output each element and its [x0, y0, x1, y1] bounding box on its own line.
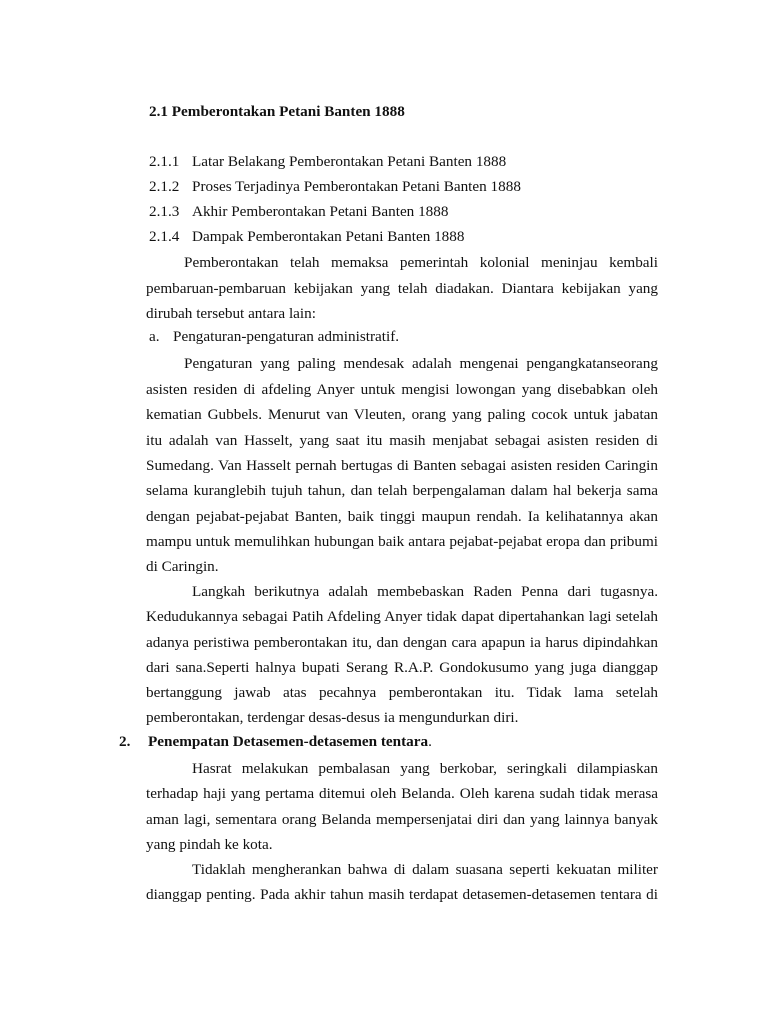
paragraph-line: dianggap penting. Pada akhir tahun masih terdapat detasemen-detasemen tentara di — [146, 886, 658, 903]
list-item-2 — [119, 733, 432, 751]
toc-text: Akhir Pemberontakan Petani Banten 1888 — [192, 203, 449, 220]
paragraph-line: mampu untuk memulihkan hubungan baik antara pejabat-pejabat eropa dan pribumi — [146, 533, 658, 550]
toc-number: 2.1.1 — [149, 153, 180, 170]
list-marker: a. — [149, 328, 160, 345]
paragraph-line: itu adalah van Hasselt, yang saat itu masih menjabat sebagai asisten residen di — [146, 432, 658, 449]
list-title: Penempatan Detasemen-detasemen tentara — [148, 733, 429, 750]
paragraph-line: selama kuranglebih tujuh tahun, dan telah berpengalaman dalam hal bekerja sama — [146, 482, 658, 499]
toc-text: Latar Belakang Pemberontakan Petani Banten 1888 — [192, 153, 507, 170]
paragraph-line: terhadap haji yang pertama ditemui oleh Belanda. Oleh karena sudah tidak merasa — [146, 785, 658, 802]
toc-number: 2.1.2 — [149, 178, 180, 195]
toc-item — [149, 228, 464, 246]
paragraph-line: Sumedang. Van Hasselt pernah bertugas di Banten sebagai asisten residen Caringin — [146, 457, 658, 474]
toc-number: 2.1.3 — [149, 203, 180, 220]
toc-text: Proses Terjadinya Pemberontakan Petani Banten 1888 — [192, 178, 521, 195]
section-heading: 2.1 Pemberontakan Petani Banten 1888 — [149, 103, 405, 120]
paragraph-line: asisten residen di afdeling Anyer untuk mengisi lowongan yang disebabkan oleh — [146, 381, 658, 398]
list-marker: 2. — [119, 733, 131, 750]
list-item-a — [149, 328, 399, 346]
paragraph-line: dengan pejabat-pejabat Banten, baik tinggi maupun rendah. Ia kelihatannya akan — [146, 508, 658, 525]
toc-item — [149, 178, 521, 196]
toc-item — [149, 203, 448, 221]
paragraph-line: kematian Gubbels. Menurut van Vleuten, orang yang paling cocok untuk jabatan — [146, 406, 658, 423]
paragraph-line: dari sana.Seperti halnya bupati Serang R.A.P. Gondokusumo yang juga dianggap — [146, 659, 658, 676]
list-title-trail: . — [428, 733, 432, 750]
paragraph-line: adanya peristiwa pemberontakan itu, dan dengan cara apapun ia harus dipindahkan — [146, 634, 658, 651]
toc-item — [149, 153, 506, 171]
paragraph-line: Kedudukannya sebagai Patih Afdeling Anyer tidak dapat dipertahankan lagi setelah — [146, 608, 658, 625]
paragraph-line: pemberontakan, terdengar desas-desus ia mengundurkan diri. — [146, 709, 519, 726]
toc-number: 2.1.4 — [149, 228, 180, 245]
toc-text: Dampak Pemberontakan Petani Banten 1888 — [192, 228, 465, 245]
paragraph-line: pembaruan-pembaruan kebijakan yang telah diadakan. Diantara kebijakan yang — [146, 280, 658, 297]
paragraph-line: Hasrat melakukan pembalasan yang berkobar, seringkali dilampiaskan — [192, 760, 658, 777]
paragraph-line: bertanggung jawab atas pecahnya pemberontakan itu. Tidak lama setelah — [146, 684, 658, 701]
list-text: Pengaturan-pengaturan administratif. — [173, 328, 400, 345]
paragraph-line: di Caringin. — [146, 558, 219, 575]
paragraph-line: Tidaklah mengherankan bahwa di dalam suasana seperti kekuatan militer — [192, 861, 658, 878]
paragraph-line: dirubah tersebut antara lain: — [146, 305, 316, 322]
paragraph-line: Pengaturan yang paling mendesak adalah mengenai pengangkatanseorang — [184, 355, 658, 372]
paragraph-line: Langkah berikutnya adalah membebaskan Raden Penna dari tugasnya. — [192, 583, 658, 600]
paragraph-line: aman lagi, sementara orang Belanda mempersenjatai diri dan yang lainnya banyak — [146, 811, 658, 828]
paragraph-line: Pemberontakan telah memaksa pemerintah kolonial meninjau kembali — [184, 254, 658, 271]
paragraph-line: yang pindah ke kota. — [146, 836, 273, 853]
